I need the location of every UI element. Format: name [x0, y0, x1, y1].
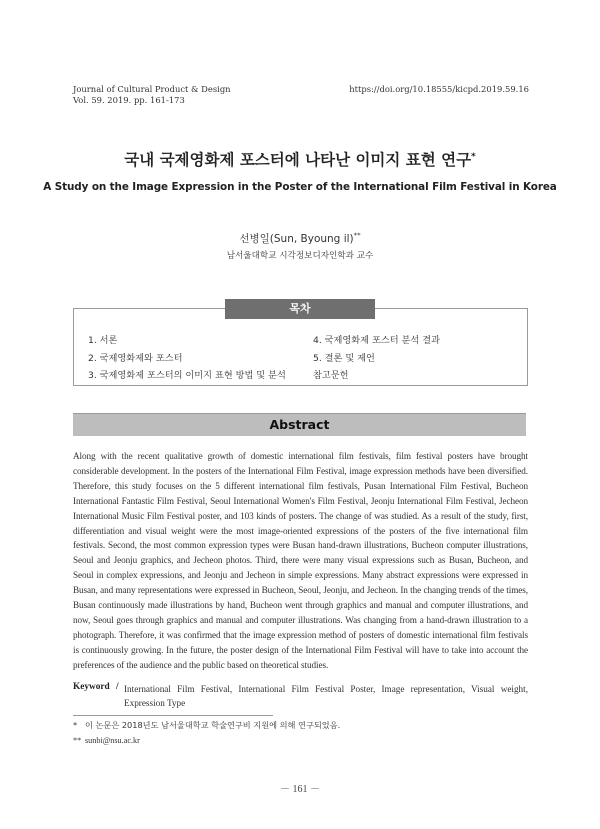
table-of-contents [73, 308, 528, 386]
journal-name: Journal of Cultural Product & Design [73, 84, 231, 94]
keyword-list: International Film Festival, International Film Festival Poster, Image representation, Visual weight, Expression Type [124, 684, 528, 709]
toc-item: 1. 서론 [88, 335, 118, 346]
toc-item: 2. 국제영화제와 포스터 [88, 353, 183, 364]
footnote-funding [73, 720, 340, 731]
toc-item: 참고문헌 [313, 370, 349, 381]
keyword-separator: / [116, 682, 119, 692]
abstract-heading-bar [73, 413, 526, 436]
title-korean-text: 국내 국제영화제 포스터에 나타난 이미지 표현 연구 [124, 151, 472, 169]
toc-item: 3. 국제영화제 포스터의 이미지 표현 방법 및 분석 [88, 370, 286, 381]
footnote-text: 이 논문은 2018년도 남서울대학교 학술연구비 지원에 의해 연구되었음. [85, 720, 341, 730]
toc-heading: 목차 [225, 299, 375, 319]
volume-info: Vol. 59. 2019. pp. 161-173 [73, 95, 185, 105]
author-footnote-mark: ** [353, 231, 361, 240]
author-name: 선병일(Sun, Byoung il) [239, 233, 354, 245]
page-number: － 161 － [280, 784, 320, 795]
paper-title-english: A Study on the Image Expression in the Poster of the International Film Festival in Korea [43, 181, 557, 193]
toc-item: 5. 결론 및 제언 [313, 353, 375, 364]
author-email[interactable]: sunbi@nsu.ac.kr [85, 736, 140, 745]
toc-item: 4. 국제영화제 포스터 분석 결과 [313, 335, 440, 346]
footnote-email [73, 736, 140, 745]
footnote-mark: * [73, 720, 78, 730]
author-line [0, 231, 600, 246]
title-footnote-mark: * [471, 151, 476, 162]
footnote-mark: ** [73, 736, 82, 745]
doi-link[interactable]: https://doi.org/10.18555/kicpd.2019.59.16 [349, 84, 529, 94]
footnote-divider [73, 715, 273, 716]
abstract-heading: Abstract [269, 417, 330, 432]
author-affiliation: 남서울대학교 시각정보디자인학과 교수 [226, 251, 374, 261]
keyword-label: Keyword [73, 682, 110, 692]
abstract-body: Along with the recent qualitative growth of domestic international film festivals, film festival posters have brought considerable development. In the posters of the International Film Festival, image expression methods have been diversified. Therefore, this study focuses on the 5 different international film festivals, Pusan International Film Festival, Bucheon International Fantastic Film Festival, Seoul International Women's Film Festival, Jeonju International Film Festival, Jecheon International Music Film Festival poster, and 103 kinds of posters. The change of was studied. As a result of the study, first, differentiation and visual weight were the most image-oriented expressions of the posters of the five international film festivals. Second, the most common expression types were Busan hand-drawn illustrations, Bucheon computer illustrations, Seoul and Jeonju graphics, and Jecheon photos. Third, there were many visual expressions such as Busan, Bucheon, and Seoul in complex expressions, and Jeonju and Jecheon in simple expressions. Many abstract expressions were expressed in Busan, and many representations were expressed in Bucheon, Seoul, Jeonju, and Jecheon. In the changing trends of the times, Busan continuously made illustrations by hand, Bucheon went through graphics and manual and computer illustrations, and now, Seoul goes through graphics and manual and computer illustrations. Was changing from a hand-drawn illustration to a photograph. Therefore, it was confirmed that the image expression method of posters of domestic international film festivals is continuously growing. In the future, the poster design of the International Film Festival will have to take into account the preferences of the audience and the public based on theoretical studies. [73, 451, 528, 670]
paper-title-korean [0, 148, 600, 170]
